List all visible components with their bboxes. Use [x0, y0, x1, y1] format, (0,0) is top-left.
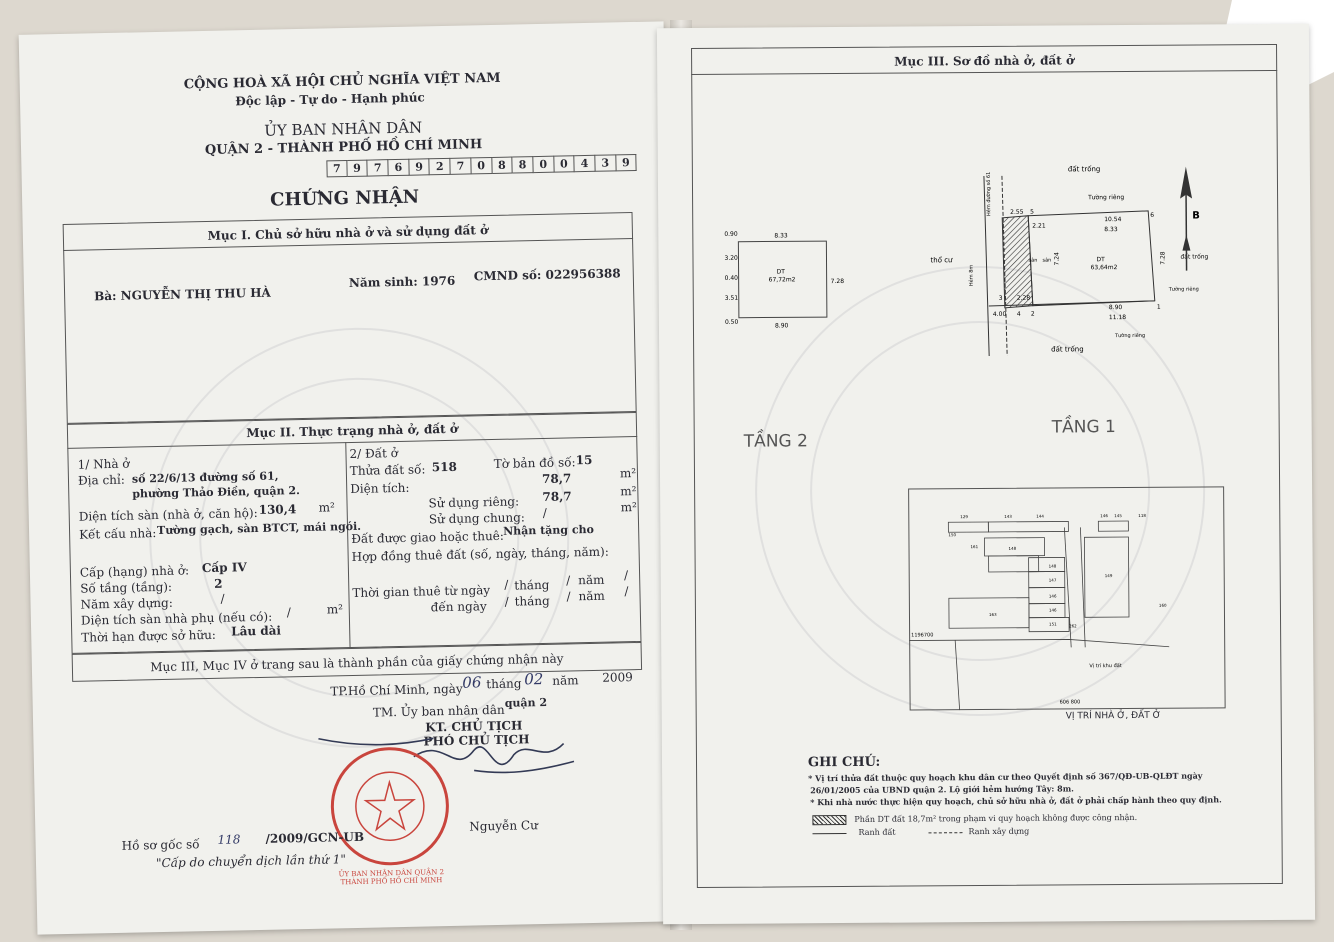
dt-value: 63,64m2 — [1090, 264, 1118, 272]
parcel-value: 518 — [431, 459, 457, 475]
signer-title-1: KT. CHỦ TỊCH — [425, 718, 523, 735]
dim-label: 0.50 — [724, 318, 739, 326]
lease-from-slash3: / — [623, 568, 629, 583]
point-label: 4 — [1016, 310, 1021, 318]
lease-contract-label: Hợp đồng thuê đất (số, ngày, tháng, năm): — [351, 544, 609, 564]
parcel-number: 149 — [1104, 573, 1113, 579]
floor2-plan — [718, 223, 849, 334]
grade-label: Cấp (hạng) nhà ở: — [79, 563, 190, 580]
record-label: Hồ sơ gốc số — [121, 837, 200, 853]
section3-heading: Mục III. Sơ đồ nhà ở, đất ở — [894, 53, 1075, 69]
serial-digit: 7 — [326, 160, 347, 177]
date-year: 2009 — [602, 670, 633, 685]
parcel-number: 146 — [1048, 607, 1057, 613]
district-title: QUẬN 2 - THÀNH PHỐ HỒ CHÍ MINH — [204, 137, 483, 158]
floor1-label: TẦNG 1 — [1051, 417, 1116, 438]
dim-label: 0.90 — [724, 230, 738, 238]
land-assignment-value: Nhận tặng cho — [503, 522, 595, 538]
point-label: 3 — [998, 294, 1003, 302]
private-use-unit: m² — [620, 484, 637, 499]
serial-digit: 8 — [512, 156, 533, 173]
parcel-number: 144 — [1036, 513, 1044, 519]
official-red-seal — [330, 746, 450, 866]
point-label: 6 — [1150, 211, 1155, 219]
serial-digit: 0 — [554, 155, 575, 172]
footer-note: Mục III, Mục IV ở trang sau là thành phần của giấy chứng nhận này — [150, 651, 564, 675]
floor-area-value: 130,4 — [258, 502, 297, 517]
serial-digit: 6 — [388, 159, 409, 176]
shared-wall-right: Tường riêng — [1168, 286, 1199, 293]
floor-area-unit: m² — [318, 500, 335, 515]
map-sheet-label: Tờ bản đồ số: — [493, 455, 576, 471]
parcel-number: 143 — [1004, 513, 1012, 519]
lease-to-slash: / — [504, 594, 509, 609]
build-year-value: / — [220, 591, 225, 606]
coord-bottom: 606 800 — [1059, 699, 1081, 706]
birth-year: Năm sinh: 1976 — [348, 273, 456, 290]
shared-use-unit: m² — [620, 500, 638, 515]
floor2-label: TẦNG 2 — [743, 431, 808, 452]
id-card-number: CMND số: 022956388 — [473, 266, 621, 284]
serial-digit: 9 — [347, 160, 368, 177]
parcel-label: Thửa đất số: — [349, 462, 426, 479]
dim-label: 3.51 — [724, 294, 739, 302]
date-month: 02 — [524, 670, 544, 689]
notes-line3: * Khi nhà nước thực hiện quy hoạch, chủ sở hữu nhà ở, đất ở phải chấp hành theo quy định. — [810, 794, 1222, 808]
north-label: B — [1192, 210, 1200, 222]
committee-title: ỦY BAN NHÂN DÂN — [264, 118, 423, 140]
dt-value: 67,72m2 — [768, 276, 796, 284]
place-date-label: TP.Hồ Chí Minh, ngày — [330, 681, 463, 699]
serial-digit: 8 — [492, 157, 513, 174]
on-behalf-label: TM. Ủy ban nhân dân — [372, 702, 505, 720]
private-use-label: Sử dụng riêng: — [428, 494, 520, 511]
lease-from-year: năm — [578, 572, 605, 588]
serial-digit: 0 — [533, 156, 554, 173]
point-label: 2 — [1030, 310, 1035, 318]
empty-land-bottom: đất trống — [1051, 345, 1084, 354]
land-label: 2/ Đất ở — [349, 446, 399, 462]
legend-build-line-text: Ranh xây dựng — [968, 826, 1030, 837]
serial-digit: 0 — [471, 157, 492, 174]
empty-land-top: đất trống — [1067, 165, 1101, 174]
aux-area-unit: m² — [326, 602, 344, 617]
lease-to-label: đến ngày — [430, 599, 487, 615]
parcel-number: 262 — [1069, 623, 1077, 629]
dim-label: 11.18 — [1108, 314, 1127, 322]
seal-text: ỦY BAN NHÂN DÂN QUẬN 2 THÀNH PHỐ HỒ CHÍ MINH — [338, 868, 445, 887]
serial-digit: 7 — [368, 159, 389, 176]
empty-land-right: đất trống — [1180, 253, 1209, 261]
owner-name: Bà: NGUYỄN THỊ THU HÀ — [93, 285, 271, 304]
parcel-number: 160 — [1158, 602, 1167, 608]
certificate-title: CHỨNG NHẬN — [269, 186, 420, 211]
shared-use-value: / — [542, 505, 547, 520]
dim-label: 8.33 — [774, 232, 788, 240]
yard-label: sân — [1028, 257, 1038, 264]
dim-label: 8.33 — [1104, 226, 1118, 234]
parcel-number: 151 — [1049, 621, 1057, 627]
dim-label: 8.90 — [774, 322, 789, 330]
record-number: 118 — [217, 832, 241, 847]
land-area-value: 78,7 — [541, 471, 572, 486]
serial-digit: 9 — [409, 158, 430, 175]
dt-label: DT — [1096, 256, 1105, 264]
notes-line1: * Vị trí thửa đất thuộc quy hoạch khu dân cư theo Quyết định số 367/QĐ-UB-QLĐT ngày — [808, 770, 1203, 784]
serial-number — [326, 154, 637, 177]
land-assignment-label: Đất được giao hoặc thuê: — [351, 528, 505, 546]
certificate-left-page — [19, 21, 683, 934]
hatch-legend-icon — [812, 815, 846, 825]
location-label: Vị trí khu đất — [1089, 663, 1122, 670]
dim-label: 10.54 — [1104, 216, 1122, 224]
serial-digit: 4 — [575, 155, 596, 172]
alley-label: Hẻm 8m — [968, 264, 975, 287]
signer-title-2: PHÓ CHỦ TỊCH — [423, 732, 530, 749]
floors-value: 2 — [214, 576, 223, 591]
address-line1: số 22/6/13 đường số 61, — [131, 469, 279, 486]
parcel-number: 146 — [1100, 513, 1108, 519]
residential-label: thổ cư — [930, 256, 953, 265]
parcel-number: 118 — [1138, 512, 1146, 518]
shared-wall-bottom: Tường riêng — [1115, 332, 1146, 340]
structure-label: Kết cấu nhà: — [78, 526, 157, 542]
dim-label: 3.20 — [724, 254, 738, 262]
section1-heading: Mục I. Chủ sở hữu nhà ở và sử dụng đất ở — [207, 223, 489, 243]
parcel-number: 161 — [970, 544, 979, 550]
republic-title: CỘNG HOÀ XÃ HỘI CHỦ NGHĨA VIỆT NAM — [183, 70, 501, 93]
date-year-label: năm — [552, 673, 579, 688]
map-sheet-value: 15 — [575, 452, 593, 468]
parcel-number: 163 — [988, 611, 997, 617]
dim-label: 7.24 — [1053, 252, 1061, 266]
parcel-number: 146 — [1048, 593, 1057, 599]
yard-label: sân — [1042, 257, 1052, 264]
notes-title: GHI CHÚ: — [807, 754, 881, 771]
address-label: Địa chỉ: — [77, 472, 125, 488]
point-label: 1 — [1156, 303, 1161, 311]
build-year-label: Năm xây dựng: — [80, 595, 173, 612]
parcel-number: 129 — [960, 514, 968, 520]
floor-area-label: Diện tích sàn (nhà ở, căn hộ): — [78, 505, 258, 524]
land-area-unit: m² — [619, 466, 637, 481]
grade-value: Cấp IV — [201, 560, 247, 576]
coord-left: 1196700 — [911, 632, 934, 639]
date-day: 06 — [462, 673, 482, 692]
certificate-right-page — [657, 24, 1315, 925]
legend-boundary-text: Ranh đất — [858, 827, 896, 837]
serial-digit: 9 — [616, 154, 637, 171]
shared-wall-top: Tường riêng — [1088, 194, 1125, 202]
national-motto: Độc lập - Tự do - Hạnh phúc — [235, 90, 425, 109]
lease-to-year: năm — [578, 588, 605, 604]
lease-to-slash2: / — [566, 589, 571, 604]
north-arrow-icon — [1176, 164, 1207, 274]
notes-line2: 26/01/2005 của UBND quận 2. Lộ giới hẻm hướng Tây: 8m. — [810, 783, 1074, 796]
lease-from-slash: / — [504, 577, 509, 592]
record-suffix: /2009/GCN-UB — [265, 829, 365, 846]
street-label: Hẻm đường số 61 — [985, 171, 993, 216]
on-behalf-district: quận 2 — [504, 695, 548, 710]
lease-from-slash2: / — [566, 573, 571, 588]
issue-note: "Cấp do chuyển dịch lần thứ 1" — [155, 852, 347, 871]
parcel-number: 148 — [1048, 563, 1057, 569]
dim-label: 8.90 — [1108, 304, 1123, 312]
address-line2: phường Thảo Điền, quận 2. — [132, 484, 300, 501]
parcel-number: 148 — [1008, 545, 1017, 551]
private-use-value: 78,7 — [542, 489, 572, 504]
serial-digit: 2 — [430, 158, 451, 175]
aux-area-label: Diện tích sàn nhà phụ (nếu có): — [80, 609, 273, 628]
lease-to-slash3: / — [624, 584, 629, 599]
shared-use-label: Sử dụng chung: — [428, 510, 526, 527]
ownership-term-label: Thời hạn được sở hữu: — [81, 627, 217, 645]
dim-label: 0.40 — [724, 274, 739, 282]
land-area-label: Diện tích: — [350, 480, 410, 497]
dim-label: 7.28 — [1159, 251, 1167, 265]
dt-label: DT — [776, 268, 785, 276]
parcel-number: 147 — [1048, 577, 1057, 583]
dim-label: 2.55 — [1010, 208, 1024, 216]
serial-digit: 7 — [450, 157, 471, 174]
date-month-label: tháng — [486, 676, 522, 692]
signer-name: Nguyễn Cư — [469, 818, 538, 834]
dim-label: 4.00 — [992, 310, 1007, 318]
structure-value: Tường gạch, sàn BTCT, mái ngói. — [156, 519, 362, 538]
dim-label: 2.21 — [1032, 222, 1046, 230]
location-map — [908, 486, 1226, 710]
lease-from-month: tháng — [514, 577, 550, 593]
lease-from-label: Thời gian thuê từ ngày — [352, 583, 491, 600]
seal-star-icon — [333, 749, 447, 863]
location-map-title: VỊ TRÍ NHÀ Ở, ĐẤT Ở — [1065, 710, 1161, 722]
section2-heading: Mục II. Thực trạng nhà ở, đất ở — [246, 421, 458, 441]
ownership-term-value: Lâu dài — [231, 623, 282, 639]
dim-label: 2.28 — [1016, 294, 1031, 302]
parcel-number: 150 — [948, 532, 957, 538]
house-label: 1/ Nhà ở — [77, 456, 130, 472]
point-label: 5 — [1030, 208, 1035, 216]
dim-label: 7.28 — [830, 277, 845, 286]
legend-hatch-text: Phần DT đất 18,7m² trong phạm vi quy hoạch không được công nhận. — [854, 812, 1138, 824]
serial-digit: 3 — [595, 154, 616, 171]
parcel-number: 145 — [1114, 513, 1122, 519]
aux-area-value: / — [286, 605, 291, 620]
floors-label: Số tầng (tầng): — [80, 579, 173, 596]
lease-to-month: tháng — [514, 593, 550, 609]
